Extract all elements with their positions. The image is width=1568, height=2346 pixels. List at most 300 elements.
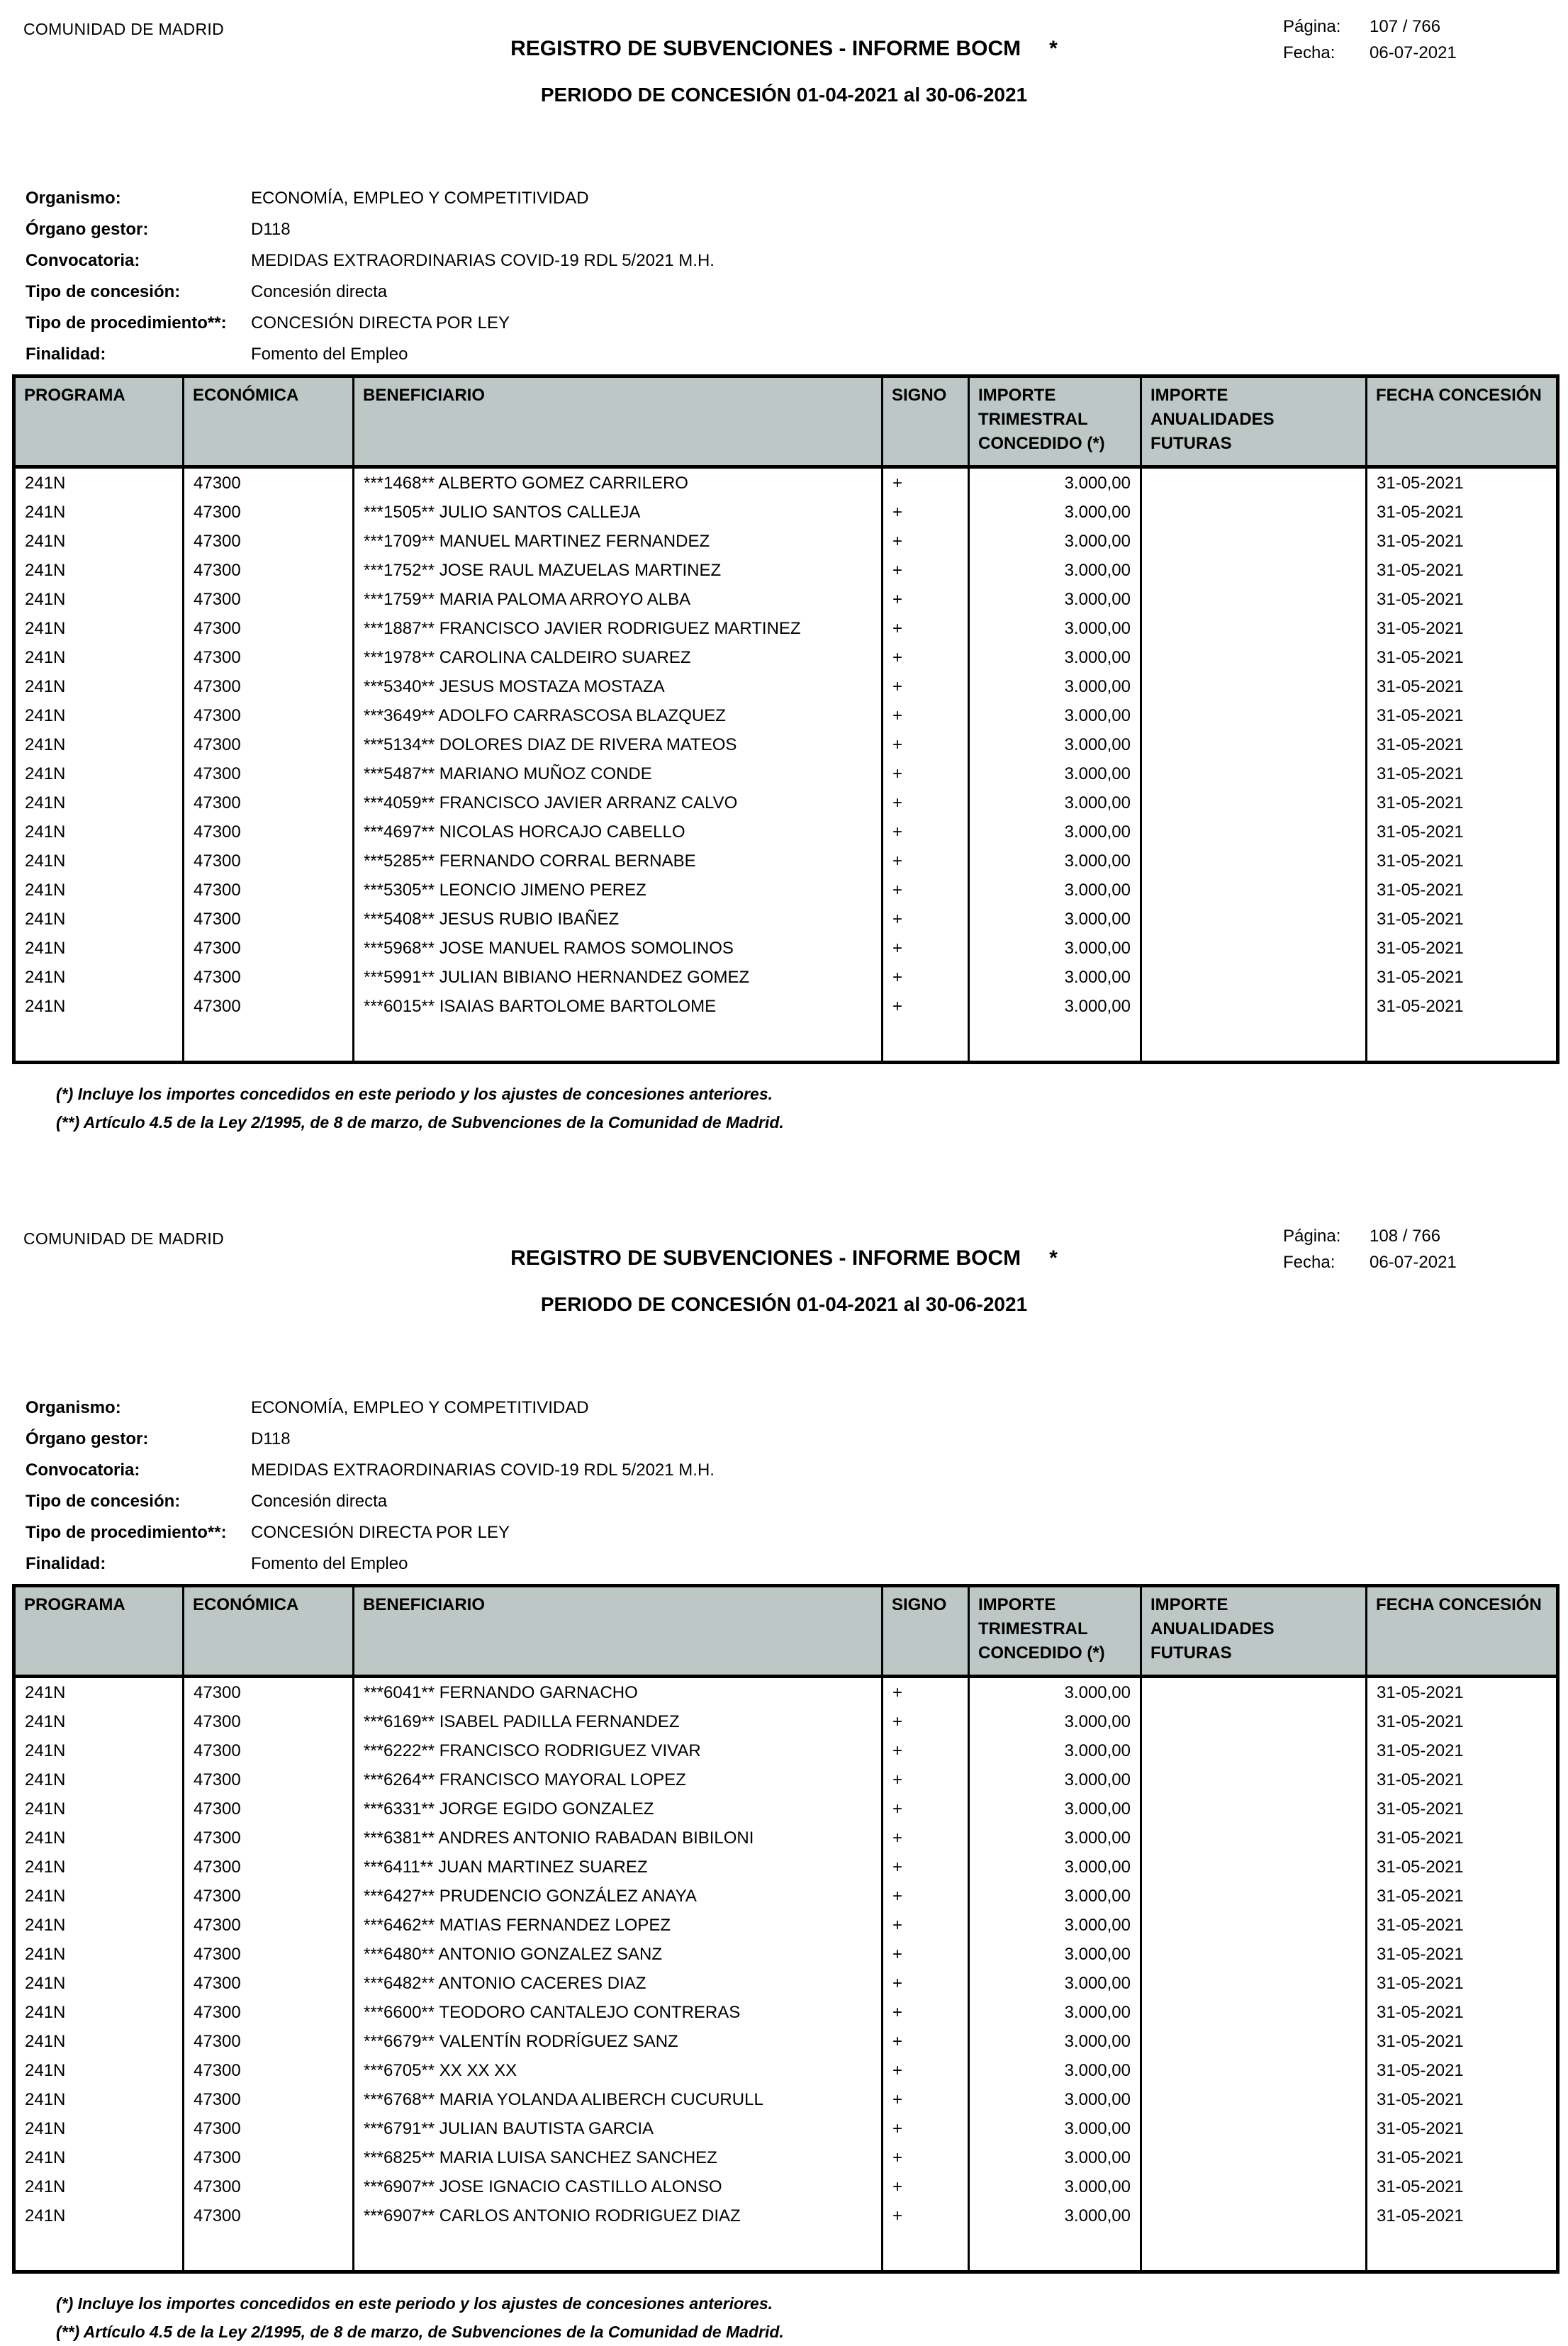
pagina-value: 107 / 766 xyxy=(1370,17,1441,36)
table-row xyxy=(14,1707,1558,1736)
meta-row xyxy=(26,1517,1556,1548)
cell-signo: + xyxy=(883,992,969,1021)
cell-fecha-concesion: 31-05-2021 xyxy=(1367,527,1558,556)
meta-row xyxy=(26,1486,1556,1517)
footnote-asterisk: (*) Incluye los importes concedidos en este periodo y los ajustes de concesiones anteriores. xyxy=(56,1084,773,1103)
cell-fecha-concesion: 31-05-2021 xyxy=(1367,963,1558,992)
cell-empty xyxy=(1141,1021,1367,1062)
cell-fecha-concesion: 31-05-2021 xyxy=(1367,498,1558,527)
cell-importe-trimestral-concedido: 3.000,00 xyxy=(969,759,1141,788)
table-row xyxy=(14,934,1558,963)
cell-importe-trimestral-concedido: 3.000,00 xyxy=(969,730,1141,759)
cell-programa: 241N xyxy=(14,2201,184,2230)
cell-economica: 47300 xyxy=(184,1853,354,1882)
cell-importe-anualidades-futuras xyxy=(1141,1882,1367,1911)
grants-table-head xyxy=(14,376,1558,467)
cell-importe-trimestral-concedido: 3.000,00 xyxy=(969,1853,1141,1882)
cell-signo: + xyxy=(883,701,969,730)
col-header-signo: SIGNO xyxy=(883,1586,969,1677)
meta-value: D118 xyxy=(251,1429,291,1448)
cell-importe-anualidades-futuras xyxy=(1141,1969,1367,1998)
cell-programa: 241N xyxy=(14,934,184,963)
cell-fecha-concesion: 31-05-2021 xyxy=(1367,2085,1558,2114)
cell-economica: 47300 xyxy=(184,1707,354,1736)
cell-signo: + xyxy=(883,643,969,672)
cell-beneficiario: ***6015** ISAIAS BARTOLOME BARTOLOME xyxy=(354,992,883,1021)
report-title-text: REGISTRO DE SUBVENCIONES - INFORME BOCM xyxy=(510,1246,1021,1270)
meta-label: Tipo de concesión: xyxy=(26,282,181,301)
cell-programa: 241N xyxy=(14,847,184,876)
table-row xyxy=(14,817,1558,847)
table-row xyxy=(14,1853,1558,1882)
cell-programa: 241N xyxy=(14,992,184,1021)
cell-beneficiario: ***6264** FRANCISCO MAYORAL LOPEZ xyxy=(354,1765,883,1794)
meta-label: Finalidad: xyxy=(26,1554,106,1573)
cell-importe-anualidades-futuras xyxy=(1141,1794,1367,1823)
cell-importe-anualidades-futuras xyxy=(1141,1707,1367,1736)
org-header: COMUNIDAD DE MADRID xyxy=(23,1229,224,1248)
cell-programa: 241N xyxy=(14,1969,184,1998)
cell-fecha-concesion: 31-05-2021 xyxy=(1367,467,1558,498)
cell-importe-anualidades-futuras xyxy=(1141,1765,1367,1794)
cell-programa: 241N xyxy=(14,585,184,614)
table-row xyxy=(14,556,1558,585)
cell-signo: + xyxy=(883,788,969,817)
col-header-beneficiario: BENEFICIARIO xyxy=(354,376,883,467)
cell-importe-anualidades-futuras xyxy=(1141,788,1367,817)
cell-fecha-concesion: 31-05-2021 xyxy=(1367,2027,1558,2056)
cell-programa: 241N xyxy=(14,2056,184,2085)
cell-beneficiario: ***1505** JULIO SANTOS CALLEJA xyxy=(354,498,883,527)
report-page-108 xyxy=(0,1168,1568,2341)
col-header-programa: PROGRAMA xyxy=(14,376,184,467)
cell-beneficiario: ***6427** PRUDENCIO GONZÁLEZ ANAYA xyxy=(354,1882,883,1911)
cell-importe-trimestral-concedido: 3.000,00 xyxy=(969,1998,1141,2027)
cell-signo: + xyxy=(883,876,969,905)
table-row xyxy=(14,2056,1558,2085)
cell-importe-anualidades-futuras xyxy=(1141,963,1367,992)
cell-beneficiario: ***6907** CARLOS ANTONIO RODRIGUEZ DIAZ xyxy=(354,2201,883,2230)
cell-signo: + xyxy=(883,759,969,788)
cell-economica: 47300 xyxy=(184,1998,354,2027)
cell-beneficiario: ***1759** MARIA PALOMA ARROYO ALBA xyxy=(354,585,883,614)
cell-importe-anualidades-futuras xyxy=(1141,2085,1367,2114)
cell-fecha-concesion: 31-05-2021 xyxy=(1367,2143,1558,2172)
cell-fecha-concesion: 31-05-2021 xyxy=(1367,672,1558,701)
cell-beneficiario: ***6907** JOSE IGNACIO CASTILLO ALONSO xyxy=(354,2172,883,2201)
cell-empty xyxy=(354,1021,883,1062)
footnote-double-asterisk: (**) Artículo 4.5 de la Ley 2/1995, de 8 de marzo, de Subvenciones de la Comunidad de Madrid. xyxy=(56,1112,784,1132)
col-header-fecha-concesion: FECHA CONCESIÓN xyxy=(1367,1586,1558,1677)
cell-fecha-concesion: 31-05-2021 xyxy=(1367,1911,1558,1940)
table-row xyxy=(14,643,1558,672)
cell-signo: + xyxy=(883,1853,969,1882)
table-row xyxy=(14,2172,1558,2201)
meta-label: Finalidad: xyxy=(26,345,106,364)
table-row xyxy=(14,992,1558,1021)
cell-fecha-concesion: 31-05-2021 xyxy=(1367,1794,1558,1823)
cell-fecha-concesion: 31-05-2021 xyxy=(1367,585,1558,614)
cell-importe-anualidades-futuras xyxy=(1141,876,1367,905)
cell-fecha-concesion: 31-05-2021 xyxy=(1367,614,1558,643)
cell-beneficiario: ***6222** FRANCISCO RODRIGUEZ VIVAR xyxy=(354,1736,883,1765)
fecha-label: Fecha: xyxy=(1283,43,1335,62)
cell-empty xyxy=(969,1021,1141,1062)
cell-importe-anualidades-futuras xyxy=(1141,2172,1367,2201)
table-row xyxy=(14,963,1558,992)
meta-row xyxy=(26,214,1556,245)
table-row xyxy=(14,2027,1558,2056)
cell-fecha-concesion: 31-05-2021 xyxy=(1367,788,1558,817)
cell-importe-anualidades-futuras xyxy=(1141,1998,1367,2027)
cell-importe-trimestral-concedido: 3.000,00 xyxy=(969,585,1141,614)
cell-fecha-concesion: 31-05-2021 xyxy=(1367,1853,1558,1882)
table-row xyxy=(14,847,1558,876)
cell-signo: + xyxy=(883,2201,969,2230)
cell-importe-anualidades-futuras xyxy=(1141,730,1367,759)
footnote-asterisk: (*) Incluye los importes concedidos en este periodo y los ajustes de concesiones anteriores. xyxy=(56,2294,773,2313)
cell-programa: 241N xyxy=(14,1853,184,1882)
cell-importe-trimestral-concedido: 3.000,00 xyxy=(969,905,1141,934)
cell-fecha-concesion: 31-05-2021 xyxy=(1367,1736,1558,1765)
cell-economica: 47300 xyxy=(184,527,354,556)
cell-importe-anualidades-futuras xyxy=(1141,527,1367,556)
col-header-importe-trimestral-concedido: IMPORTE TRIMESTRAL CONCEDIDO (*) xyxy=(969,376,1141,467)
meta-value: CONCESIÓN DIRECTA POR LEY xyxy=(251,1523,510,1542)
cell-economica: 47300 xyxy=(184,963,354,992)
cell-beneficiario: ***5134** DOLORES DIAZ DE RIVERA MATEOS xyxy=(354,730,883,759)
meta-value: MEDIDAS EXTRAORDINARIAS COVID-19 RDL 5/2021 M.H. xyxy=(251,1460,715,1480)
title-asterisk: * xyxy=(1049,1246,1058,1270)
table-row xyxy=(14,498,1558,527)
table-row xyxy=(14,2143,1558,2172)
table-row xyxy=(14,1998,1558,2027)
cell-importe-trimestral-concedido: 3.000,00 xyxy=(969,1765,1141,1794)
meta-row xyxy=(26,183,1556,214)
meta-value: CONCESIÓN DIRECTA POR LEY xyxy=(251,313,510,333)
cell-programa: 241N xyxy=(14,2172,184,2201)
cell-programa: 241N xyxy=(14,527,184,556)
cell-economica: 47300 xyxy=(184,1794,354,1823)
pagina-label: Página: xyxy=(1283,1227,1341,1246)
cell-beneficiario: ***3649** ADOLFO CARRASCOSA BLAZQUEZ xyxy=(354,701,883,730)
table-row xyxy=(14,701,1558,730)
report-title xyxy=(12,1246,1556,1270)
cell-importe-anualidades-futuras xyxy=(1141,467,1367,498)
col-header-importe-trimestral-concedido: IMPORTE TRIMESTRAL CONCEDIDO (*) xyxy=(969,1586,1141,1677)
cell-programa: 241N xyxy=(14,614,184,643)
meta-row xyxy=(26,1424,1556,1455)
cell-importe-trimestral-concedido: 3.000,00 xyxy=(969,2056,1141,2085)
table-row xyxy=(14,1823,1558,1853)
cell-signo: + xyxy=(883,1765,969,1794)
cell-programa: 241N xyxy=(14,876,184,905)
cell-signo: + xyxy=(883,817,969,847)
table-row xyxy=(14,2201,1558,2230)
cell-beneficiario: ***1978** CAROLINA CALDEIRO SUAREZ xyxy=(354,643,883,672)
table-row xyxy=(14,1969,1558,1998)
meta-value: MEDIDAS EXTRAORDINARIAS COVID-19 RDL 5/2021 M.H. xyxy=(251,251,715,270)
cell-programa: 241N xyxy=(14,556,184,585)
cell-beneficiario: ***5408** JESUS RUBIO IBAÑEZ xyxy=(354,905,883,934)
pagina-value: 108 / 766 xyxy=(1370,1227,1441,1246)
cell-programa: 241N xyxy=(14,788,184,817)
cell-importe-trimestral-concedido: 3.000,00 xyxy=(969,1882,1141,1911)
cell-empty xyxy=(883,2230,969,2272)
cell-signo: + xyxy=(883,556,969,585)
cell-importe-anualidades-futuras xyxy=(1141,1677,1367,1708)
cell-economica: 47300 xyxy=(184,643,354,672)
cell-programa: 241N xyxy=(14,1794,184,1823)
meta-value: ECONOMÍA, EMPLEO Y COMPETITIVIDAD xyxy=(251,189,589,208)
cell-importe-trimestral-concedido: 3.000,00 xyxy=(969,498,1141,527)
cell-signo: + xyxy=(883,1707,969,1736)
cell-fecha-concesion: 31-05-2021 xyxy=(1367,817,1558,847)
cell-programa: 241N xyxy=(14,730,184,759)
cell-beneficiario: ***6768** MARIA YOLANDA ALIBERCH CUCURULL xyxy=(354,2085,883,2114)
cell-importe-trimestral-concedido: 3.000,00 xyxy=(969,1707,1141,1736)
cell-signo: + xyxy=(883,672,969,701)
cell-economica: 47300 xyxy=(184,2114,354,2143)
cell-fecha-concesion: 31-05-2021 xyxy=(1367,1882,1558,1911)
cell-importe-trimestral-concedido: 3.000,00 xyxy=(969,467,1141,498)
table-row xyxy=(14,1911,1558,1940)
cell-fecha-concesion: 31-05-2021 xyxy=(1367,934,1558,963)
table-row xyxy=(14,672,1558,701)
cell-economica: 47300 xyxy=(184,788,354,817)
table-row xyxy=(14,1882,1558,1911)
cell-economica: 47300 xyxy=(184,1823,354,1853)
cell-importe-anualidades-futuras xyxy=(1141,2143,1367,2172)
report-subtitle: PERIODO DE CONCESIÓN 01-04-2021 al 30-06-2021 xyxy=(540,84,1028,106)
meta-label: Tipo de procedimiento**: xyxy=(26,313,227,333)
cell-economica: 47300 xyxy=(184,1969,354,1998)
cell-empty xyxy=(1367,2230,1558,2272)
cell-signo: + xyxy=(883,934,969,963)
table-row xyxy=(14,1765,1558,1794)
cell-beneficiario: ***6705** XX XX XX xyxy=(354,2056,883,2085)
metadata-block xyxy=(26,1392,1556,1580)
cell-signo: + xyxy=(883,905,969,934)
cell-importe-trimestral-concedido: 3.000,00 xyxy=(969,2027,1141,2056)
cell-signo: + xyxy=(883,2143,969,2172)
cell-signo: + xyxy=(883,585,969,614)
cell-importe-anualidades-futuras xyxy=(1141,1823,1367,1853)
cell-importe-anualidades-futuras xyxy=(1141,701,1367,730)
table-row xyxy=(14,1940,1558,1969)
cell-beneficiario: ***6041** FERNANDO GARNACHO xyxy=(354,1677,883,1708)
cell-economica: 47300 xyxy=(184,2056,354,2085)
cell-empty xyxy=(184,1021,354,1062)
col-header-signo: SIGNO xyxy=(883,376,969,467)
meta-label: Tipo de procedimiento**: xyxy=(26,1523,227,1542)
cell-programa: 241N xyxy=(14,1911,184,1940)
header-row xyxy=(14,376,1558,467)
cell-economica: 47300 xyxy=(184,1736,354,1765)
cell-beneficiario: ***6480** ANTONIO GONZALEZ SANZ xyxy=(354,1940,883,1969)
table-row xyxy=(14,614,1558,643)
report-title xyxy=(12,37,1556,61)
cell-beneficiario: ***6331** JORGE EGIDO GONZALEZ xyxy=(354,1794,883,1823)
cell-beneficiario: ***1468** ALBERTO GOMEZ CARRILERO xyxy=(354,467,883,498)
cell-programa: 241N xyxy=(14,963,184,992)
cell-importe-trimestral-concedido: 3.000,00 xyxy=(969,527,1141,556)
header-row xyxy=(14,1586,1558,1677)
cell-programa: 241N xyxy=(14,498,184,527)
cell-fecha-concesion: 31-05-2021 xyxy=(1367,2114,1558,2143)
cell-signo: + xyxy=(883,1823,969,1853)
cell-economica: 47300 xyxy=(184,1765,354,1794)
cell-signo: + xyxy=(883,1940,969,1969)
cell-importe-anualidades-futuras xyxy=(1141,992,1367,1021)
cell-fecha-concesion: 31-05-2021 xyxy=(1367,1998,1558,2027)
cell-signo: + xyxy=(883,2114,969,2143)
meta-label: Organismo: xyxy=(26,189,121,208)
cell-fecha-concesion: 31-05-2021 xyxy=(1367,730,1558,759)
cell-importe-trimestral-concedido: 3.000,00 xyxy=(969,2114,1141,2143)
meta-row xyxy=(26,308,1556,339)
footnotes xyxy=(56,1080,1556,1136)
cell-economica: 47300 xyxy=(184,759,354,788)
meta-row xyxy=(26,339,1556,370)
cell-fecha-concesion: 31-05-2021 xyxy=(1367,992,1558,1021)
table-row xyxy=(14,2114,1558,2143)
cell-programa: 241N xyxy=(14,759,184,788)
cell-programa: 241N xyxy=(14,817,184,847)
table-row xyxy=(14,1794,1558,1823)
cell-beneficiario: ***6482** ANTONIO CACERES DIAZ xyxy=(354,1969,883,1998)
cell-beneficiario: ***1887** FRANCISCO JAVIER RODRIGUEZ MARTINEZ xyxy=(354,614,883,643)
cell-economica: 47300 xyxy=(184,498,354,527)
title-asterisk: * xyxy=(1049,37,1058,60)
cell-signo: + xyxy=(883,2172,969,2201)
cell-fecha-concesion: 31-05-2021 xyxy=(1367,2056,1558,2085)
col-header-importe-anualidades-futuras: IMPORTE ANUALIDADES FUTURAS xyxy=(1141,376,1367,467)
cell-importe-trimestral-concedido: 3.000,00 xyxy=(969,556,1141,585)
meta-row xyxy=(26,1455,1556,1486)
cell-programa: 241N xyxy=(14,2085,184,2114)
cell-fecha-concesion: 31-05-2021 xyxy=(1367,2172,1558,2201)
cell-importe-trimestral-concedido: 3.000,00 xyxy=(969,963,1141,992)
grants-table-body xyxy=(14,1677,1558,2272)
grants-table xyxy=(12,1584,1559,2274)
org-header: COMUNIDAD DE MADRID xyxy=(23,20,224,38)
cell-beneficiario: ***6462** MATIAS FERNANDEZ LOPEZ xyxy=(354,1911,883,1940)
cell-fecha-concesion: 31-05-2021 xyxy=(1367,1765,1558,1794)
cell-importe-anualidades-futuras xyxy=(1141,1940,1367,1969)
page-header xyxy=(12,1229,1556,1371)
col-header-fecha-concesion: FECHA CONCESIÓN xyxy=(1367,376,1558,467)
cell-signo: + xyxy=(883,1882,969,1911)
cell-economica: 47300 xyxy=(184,2172,354,2201)
cell-signo: + xyxy=(883,614,969,643)
table-filler-row xyxy=(14,1021,1558,1062)
cell-fecha-concesion: 31-05-2021 xyxy=(1367,1707,1558,1736)
cell-empty xyxy=(184,2230,354,2272)
cell-empty xyxy=(354,2230,883,2272)
cell-empty xyxy=(14,2230,184,2272)
cell-importe-anualidades-futuras xyxy=(1141,556,1367,585)
cell-fecha-concesion: 31-05-2021 xyxy=(1367,1677,1558,1708)
table-row xyxy=(14,527,1558,556)
cell-economica: 47300 xyxy=(184,2027,354,2056)
table-row xyxy=(14,730,1558,759)
cell-fecha-concesion: 31-05-2021 xyxy=(1367,759,1558,788)
cell-importe-anualidades-futuras xyxy=(1141,934,1367,963)
cell-fecha-concesion: 31-05-2021 xyxy=(1367,1969,1558,1998)
meta-row xyxy=(26,245,1556,277)
fecha-label: Fecha: xyxy=(1283,1253,1335,1272)
meta-label: Convocatoria: xyxy=(26,251,140,270)
cell-programa: 241N xyxy=(14,1882,184,1911)
cell-programa: 241N xyxy=(14,1998,184,2027)
cell-fecha-concesion: 31-05-2021 xyxy=(1367,2201,1558,2230)
table-row xyxy=(14,467,1558,498)
table-filler-row xyxy=(14,2230,1558,2272)
cell-importe-anualidades-futuras xyxy=(1141,759,1367,788)
meta-value: Fomento del Empleo xyxy=(251,1554,408,1573)
cell-beneficiario: ***6600** TEODORO CANTALEJO CONTRERAS xyxy=(354,1998,883,2027)
report-subtitle: PERIODO DE CONCESIÓN 01-04-2021 al 30-06-2021 xyxy=(540,1293,1028,1315)
cell-beneficiario: ***1709** MANUEL MARTINEZ FERNANDEZ xyxy=(354,527,883,556)
col-header-importe-anualidades-futuras: IMPORTE ANUALIDADES FUTURAS xyxy=(1141,1586,1367,1677)
meta-label: Convocatoria: xyxy=(26,1460,140,1480)
cell-beneficiario: ***1752** JOSE RAUL MAZUELAS MARTINEZ xyxy=(354,556,883,585)
cell-beneficiario: ***5285** FERNANDO CORRAL BERNABE xyxy=(354,847,883,876)
cell-programa: 241N xyxy=(14,1707,184,1736)
cell-importe-trimestral-concedido: 3.000,00 xyxy=(969,2172,1141,2201)
page-header xyxy=(12,17,1556,162)
cell-programa: 241N xyxy=(14,467,184,498)
cell-importe-trimestral-concedido: 3.000,00 xyxy=(969,2143,1141,2172)
table-row xyxy=(14,788,1558,817)
table-row xyxy=(14,876,1558,905)
cell-economica: 47300 xyxy=(184,1677,354,1708)
fecha-value: 06-07-2021 xyxy=(1370,43,1457,62)
cell-signo: + xyxy=(883,498,969,527)
cell-importe-anualidades-futuras xyxy=(1141,2056,1367,2085)
cell-importe-trimestral-concedido: 3.000,00 xyxy=(969,2201,1141,2230)
cell-empty xyxy=(969,2230,1141,2272)
cell-signo: + xyxy=(883,847,969,876)
pagina-label: Página: xyxy=(1283,17,1341,36)
cell-economica: 47300 xyxy=(184,2201,354,2230)
cell-importe-trimestral-concedido: 3.000,00 xyxy=(969,992,1141,1021)
footnote-double-asterisk: (**) Artículo 4.5 de la Ley 2/1995, de 8 de marzo, de Subvenciones de la Comunidad de Madrid. xyxy=(56,2322,784,2341)
cell-programa: 241N xyxy=(14,2027,184,2056)
table-row xyxy=(14,759,1558,788)
col-header-beneficiario: BENEFICIARIO xyxy=(354,1586,883,1677)
cell-importe-anualidades-futuras xyxy=(1141,1853,1367,1882)
cell-programa: 241N xyxy=(14,1823,184,1853)
cell-importe-trimestral-concedido: 3.000,00 xyxy=(969,876,1141,905)
cell-importe-anualidades-futuras xyxy=(1141,847,1367,876)
report-page-107 xyxy=(0,0,1568,1168)
cell-economica: 47300 xyxy=(184,992,354,1021)
cell-economica: 47300 xyxy=(184,701,354,730)
cell-fecha-concesion: 31-05-2021 xyxy=(1367,643,1558,672)
cell-economica: 47300 xyxy=(184,2085,354,2114)
cell-empty xyxy=(1367,1021,1558,1062)
cell-economica: 47300 xyxy=(184,672,354,701)
cell-importe-anualidades-futuras xyxy=(1141,1911,1367,1940)
cell-beneficiario: ***4697** NICOLAS HORCAJO CABELLO xyxy=(354,817,883,847)
cell-beneficiario: ***5305** LEONCIO JIMENO PEREZ xyxy=(354,876,883,905)
cell-economica: 47300 xyxy=(184,847,354,876)
cell-signo: + xyxy=(883,2027,969,2056)
cell-importe-trimestral-concedido: 3.000,00 xyxy=(969,1911,1141,1940)
cell-programa: 241N xyxy=(14,1940,184,1969)
